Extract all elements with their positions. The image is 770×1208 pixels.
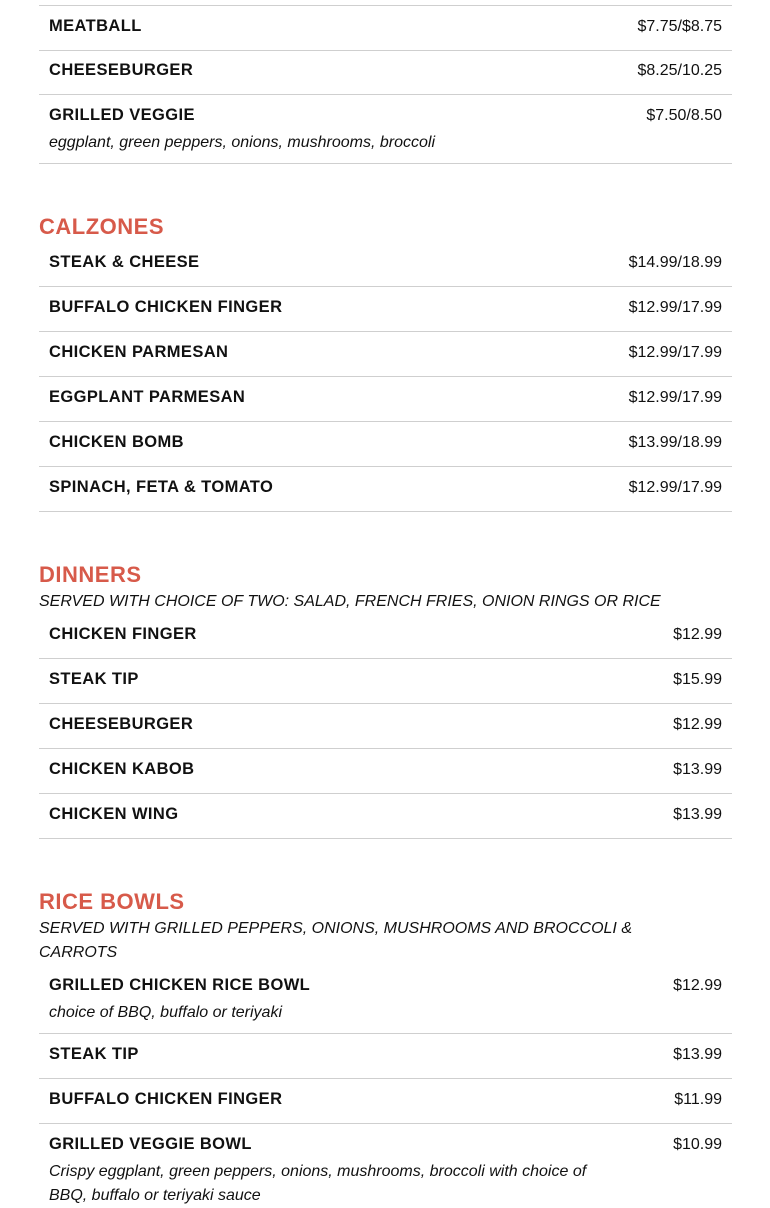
item-price: $13.99/18.99 — [628, 434, 722, 451]
item-name: CHICKEN PARMESAN — [49, 343, 229, 361]
menu-item — [39, 242, 732, 287]
item-name: STEAK TIP — [49, 1045, 139, 1063]
item-price: $12.99 — [673, 977, 722, 994]
item-price: $15.99 — [673, 671, 722, 688]
item-name: CHEESEBURGER — [49, 715, 194, 733]
item-name: SPINACH, FETA & TOMATO — [49, 478, 274, 496]
item-name: CHICKEN BOMB — [49, 433, 184, 451]
item-price: $12.99/17.99 — [628, 299, 722, 316]
section-heading-rice-bowls: RICE BOWLS — [39, 889, 185, 914]
menu-item — [39, 95, 732, 164]
item-description: choice of BBQ, buffalo or teriyaki — [49, 1004, 282, 1021]
menu-item — [39, 467, 732, 512]
section-subtitle: SERVED WITH GRILLED PEPPERS, ONIONS, MUSHROOMS AND BROCCOLI & CARROTS — [39, 920, 632, 961]
item-name: STEAK & CHEESE — [49, 253, 200, 271]
item-price: $14.99/18.99 — [628, 254, 722, 271]
item-price: $13.99 — [673, 1046, 722, 1063]
item-name: GRILLED CHICKEN RICE BOWL — [49, 976, 311, 994]
menu-item — [39, 794, 732, 839]
item-name: CHICKEN FINGER — [49, 625, 197, 643]
item-price: $12.99/17.99 — [628, 344, 722, 361]
item-name: STEAK TIP — [49, 670, 139, 688]
section-subtitle: SERVED WITH CHOICE OF TWO: SALAD, FRENCH FRIES, ONION RINGS OR RICE — [39, 593, 661, 610]
menu-item — [39, 659, 732, 704]
menu-item — [39, 749, 732, 794]
menu-item — [39, 377, 732, 422]
menu-item — [39, 287, 732, 332]
item-price: $12.99/17.99 — [628, 479, 722, 496]
menu-item — [39, 965, 732, 1034]
item-name: BUFFALO CHICKEN FINGER — [49, 1090, 283, 1108]
item-name: CHICKEN KABOB — [49, 760, 195, 778]
item-name: BUFFALO CHICKEN FINGER — [49, 298, 283, 316]
menu-item — [39, 1034, 732, 1079]
item-price: $12.99 — [673, 716, 722, 733]
menu-item — [39, 50, 732, 95]
item-name: CHICKEN WING — [49, 805, 179, 823]
menu-item — [39, 1124, 732, 1204]
item-price: $7.50/8.50 — [646, 107, 722, 124]
menu-item — [39, 5, 732, 51]
item-price: $13.99 — [673, 761, 722, 778]
item-price: $12.99 — [673, 626, 722, 643]
item-price: $11.99 — [674, 1091, 722, 1108]
item-name: CHEESEBURGER — [49, 61, 194, 79]
item-name: GRILLED VEGGIE BOWL — [49, 1135, 252, 1153]
item-name: GRILLED VEGGIE — [49, 106, 195, 124]
item-price: $13.99 — [673, 806, 722, 823]
item-price: $7.75/$8.75 — [637, 18, 722, 35]
item-description: eggplant, green peppers, onions, mushrooms, broccoli — [49, 134, 435, 151]
section-heading-dinners: DINNERS — [39, 562, 142, 587]
menu-item — [39, 1079, 732, 1124]
item-price: $12.99/17.99 — [628, 389, 722, 406]
menu-item — [39, 704, 732, 749]
menu-item — [39, 614, 732, 659]
item-name: EGGPLANT PARMESAN — [49, 388, 246, 406]
menu-item — [39, 332, 732, 377]
menu-item — [39, 422, 732, 467]
item-description: Crispy eggplant, green peppers, onions, mushrooms, broccoli with choice of BBQ, buffalo or teriyaki sauce — [49, 1163, 587, 1204]
item-name: MEATBALL — [49, 17, 142, 35]
section-heading-calzones: CALZONES — [39, 214, 164, 239]
item-price: $8.25/10.25 — [637, 62, 722, 79]
item-price: $10.99 — [673, 1136, 722, 1153]
